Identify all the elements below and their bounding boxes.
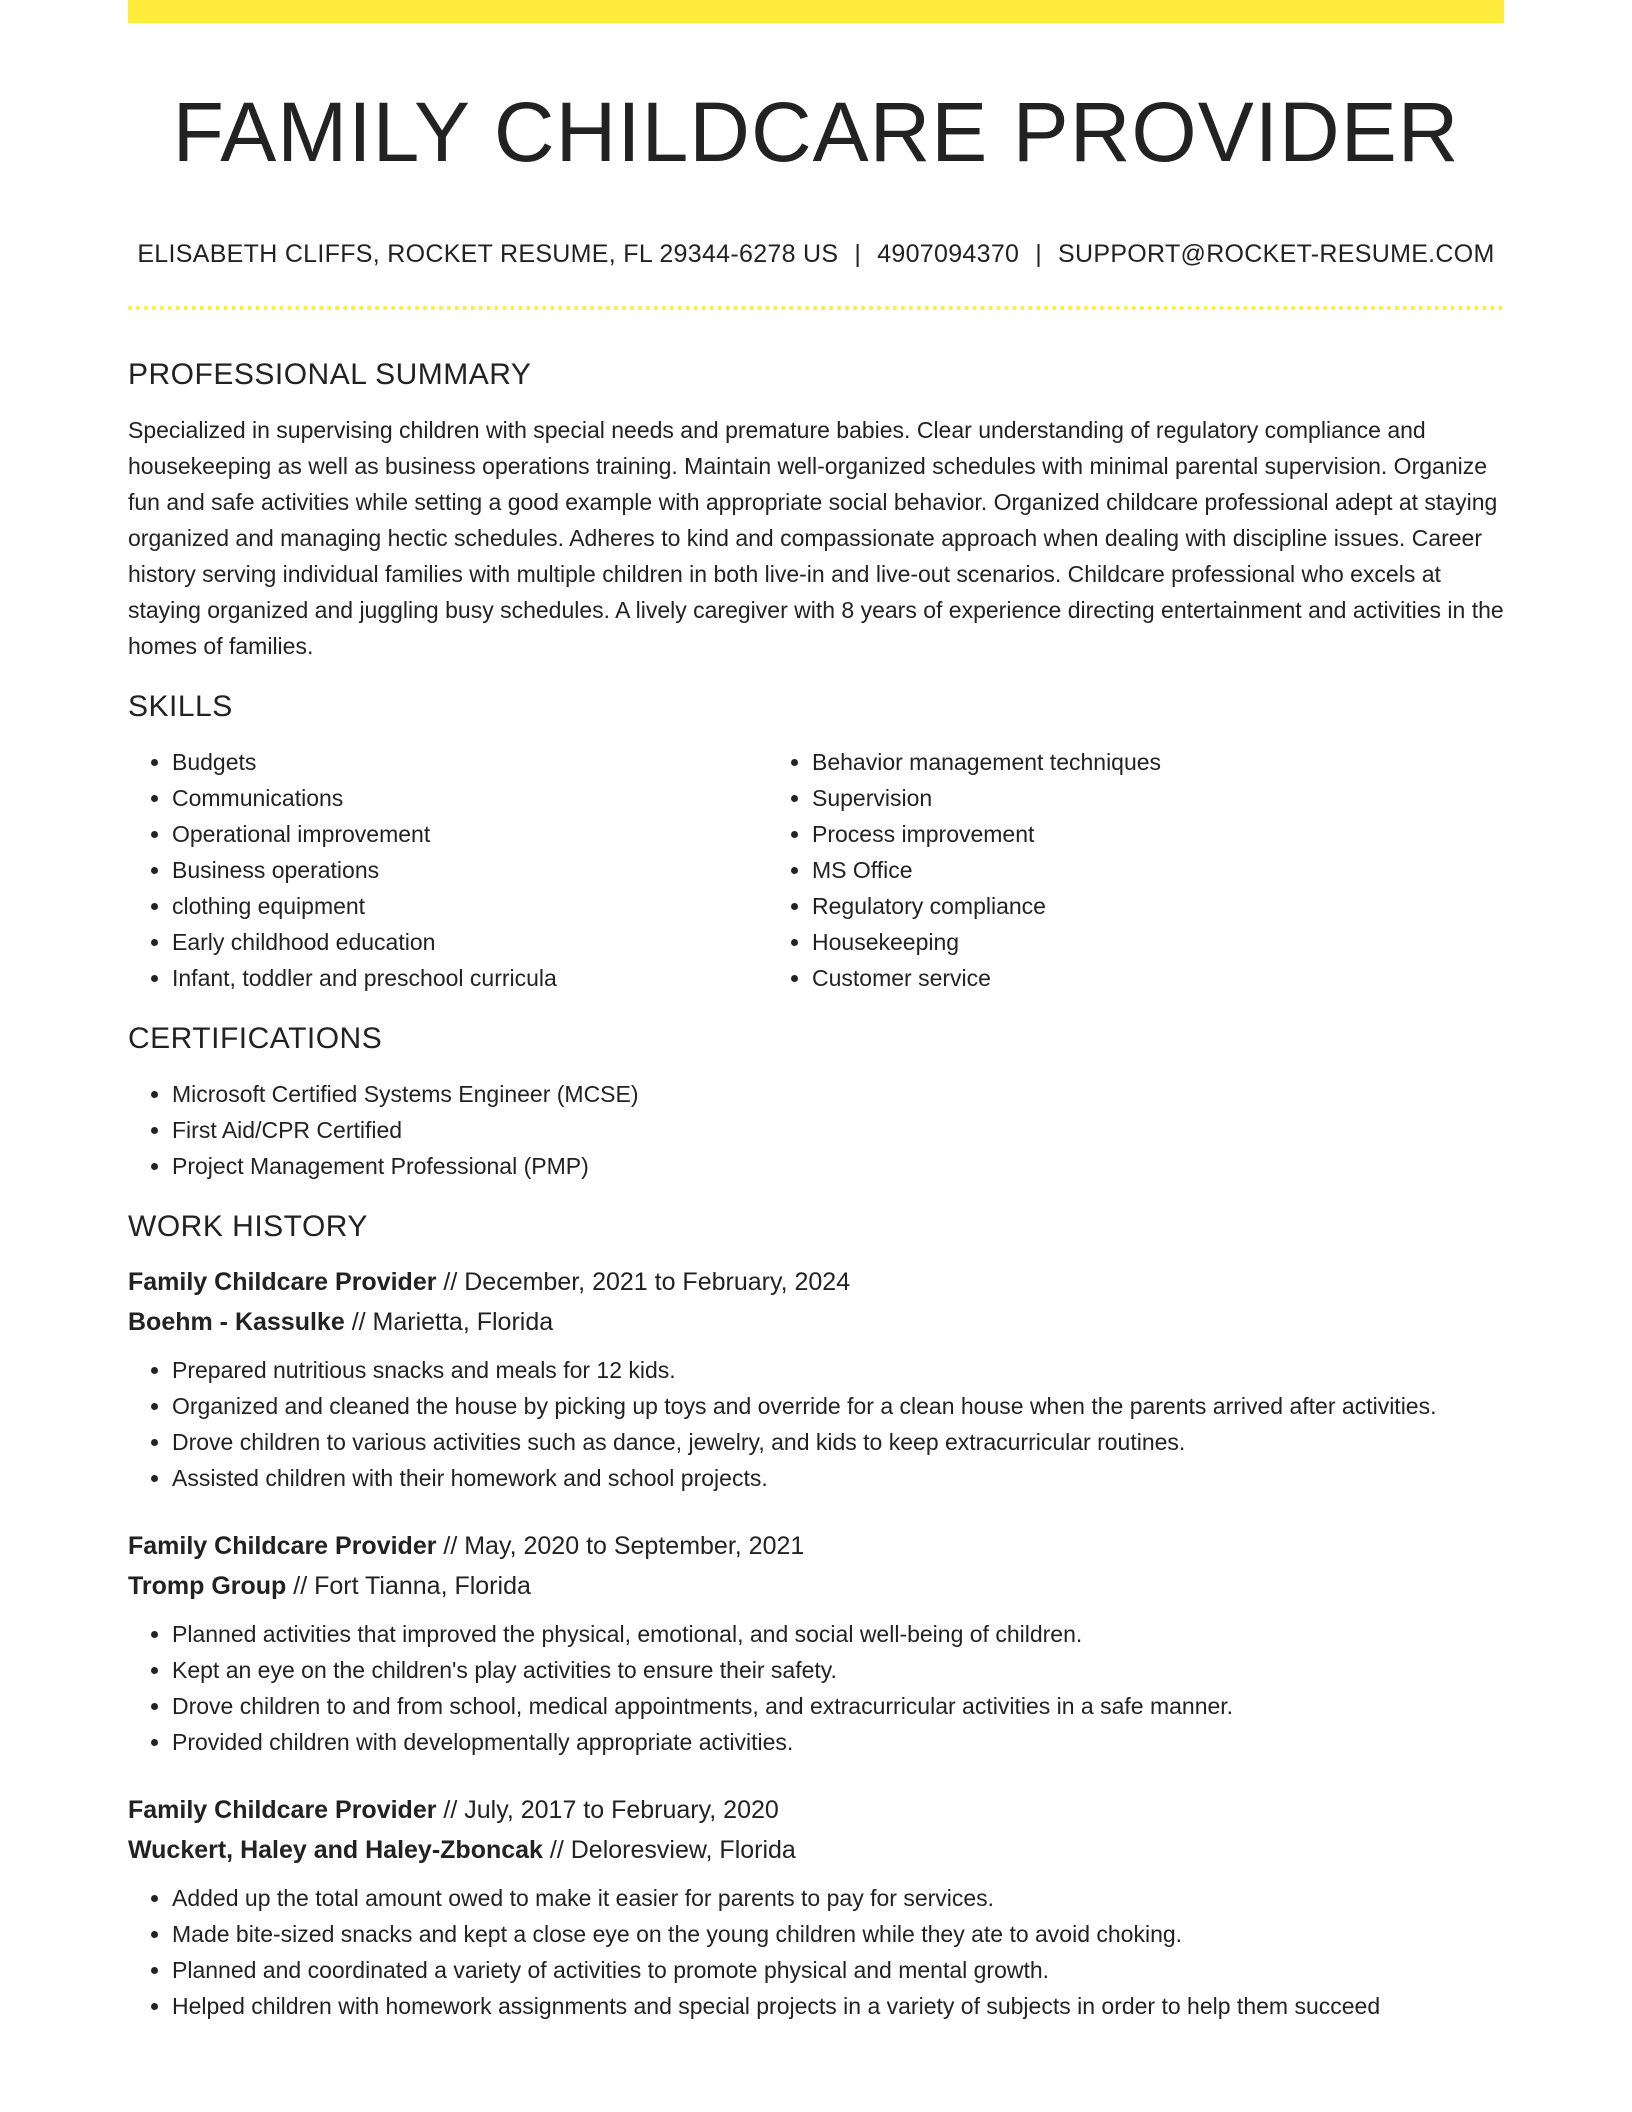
- job-bullets: [128, 1616, 1504, 1760]
- job-bullet: • Helped children with homework assignments and special projects in a variety of subjects in order to help them succeed: [172, 1988, 1504, 2024]
- skill-item: • Early childhood education: [172, 924, 762, 960]
- summary-section: [128, 350, 1504, 664]
- skill-item: • Process improvement: [812, 816, 1462, 852]
- job-bullet: • Provided children with developmentally appropriate activities.: [172, 1724, 1504, 1760]
- skills-list-right: [762, 744, 1462, 996]
- accent-top-bar: [128, 0, 1504, 23]
- skill-item: • Infant, toddler and preschool curricula: [172, 960, 762, 996]
- job-bullet: • Made bite-sized snacks and kept a close eye on the young children while they ate to avoid choking.: [172, 1916, 1504, 1952]
- job-company: Boehm - Kassulke: [128, 1308, 345, 1336]
- skills-grid: [128, 732, 1504, 996]
- job-title: Family Childcare Provider: [128, 1268, 437, 1296]
- job-bullet: • Drove children to various activities such as dance, jewelry, and kids to keep extracurricular routines.: [172, 1424, 1504, 1460]
- job-company-line: [128, 1566, 1504, 1606]
- summary-heading: PROFESSIONAL SUMMARY: [128, 358, 532, 391]
- job-title: Family Childcare Provider: [128, 1532, 437, 1560]
- summary-text: Specialized in supervising children with special needs and premature babies. Clear understanding of regulatory compliance and housekeeping as well as business operations training. Maintain well-organized schedules with minimal parental supervision. Organize fun and safe activities while setting a good example with appropriate social behavior. Organized childcare professional adept at staying organized and managing hectic schedules. Adheres to kind and compassionate approach when dealing with discipline issues. Career history serving individual families with multiple children in both live-in and live-out scenarios. Childcare professional who excels at staying organized and juggling busy schedules. A lively caregiver with 8 years of experience directing entertainment and activities in the homes of families.: [128, 417, 1504, 659]
- skill-item: • Customer service: [812, 960, 1462, 996]
- skill-item: • Behavior management techniques: [812, 744, 1462, 780]
- skill-item: • Budgets: [172, 744, 762, 780]
- job-location: // Deloresview, Florida: [542, 1836, 796, 1864]
- skill-item: • Communications: [172, 780, 762, 816]
- job-bullets: [128, 1352, 1504, 1496]
- job-bullet: • Kept an eye on the children's play activities to ensure their safety.: [172, 1652, 1504, 1688]
- resume-title: FAMILY CHILDCARE PROVIDER: [172, 85, 1460, 179]
- job-bullet: • Assisted children with their homework and school projects.: [172, 1460, 1504, 1496]
- certification-item: • Microsoft Certified Systems Engineer (MCSE): [172, 1076, 1504, 1112]
- certifications-list: [128, 1076, 1504, 1184]
- skill-item: • Regulatory compliance: [812, 888, 1462, 924]
- job-location: // Fort Tianna, Florida: [286, 1572, 531, 1600]
- skill-item: • Business operations: [172, 852, 762, 888]
- dotted-divider: [128, 306, 1504, 310]
- skill-item: • Housekeeping: [812, 924, 1462, 960]
- work-history-heading: WORK HISTORY: [128, 1210, 368, 1243]
- job-title: Family Childcare Provider: [128, 1796, 437, 1824]
- job-company-line: [128, 1830, 1504, 1870]
- contact-separator: |: [854, 240, 862, 268]
- contact-address: ELISABETH CLIFFS, ROCKET RESUME, FL 29344-6278 US: [137, 240, 839, 268]
- job-entry: [128, 1790, 1504, 2024]
- job-bullet: • Prepared nutritious snacks and meals for 12 kids.: [172, 1352, 1504, 1388]
- job-dates: // July, 2017 to February, 2020: [436, 1796, 779, 1824]
- job-company: Tromp Group: [128, 1572, 287, 1600]
- job-dates: // May, 2020 to September, 2021: [436, 1532, 805, 1560]
- certification-item: • Project Management Professional (PMP): [172, 1148, 1504, 1184]
- skill-item: • clothing equipment: [172, 888, 762, 924]
- resume-body: [128, 350, 1504, 2024]
- job-location: // Marietta, Florida: [344, 1308, 554, 1336]
- contact-phone: 4907094370: [877, 240, 1020, 268]
- certifications-heading: CERTIFICATIONS: [128, 1022, 383, 1055]
- job-bullet: • Added up the total amount owed to make it easier for parents to pay for services.: [172, 1880, 1504, 1916]
- skill-item: • Supervision: [812, 780, 1462, 816]
- job-bullet: • Organized and cleaned the house by picking up toys and override for a clean house when the parents arrived after activities.: [172, 1388, 1504, 1424]
- job-bullets: [128, 1880, 1504, 2024]
- job-title-line: [128, 1262, 1504, 1302]
- job-bullet: • Drove children to and from school, medical appointments, and extracurricular activities in a safe manner.: [172, 1688, 1504, 1724]
- job-entry: [128, 1526, 1504, 1760]
- job-bullet: • Planned activities that improved the physical, emotional, and social well-being of children.: [172, 1616, 1504, 1652]
- skills-heading: SKILLS: [128, 690, 233, 723]
- certifications-section: [128, 1014, 1504, 1184]
- skill-item: • MS Office: [812, 852, 1462, 888]
- job-company-line: [128, 1302, 1504, 1342]
- work-history-section: [128, 1202, 1504, 2024]
- certification-item: • First Aid/CPR Certified: [172, 1112, 1504, 1148]
- job-bullet: • Planned and coordinated a variety of activities to promote physical and mental growth.: [172, 1952, 1504, 1988]
- skills-list-left: [128, 744, 762, 996]
- contact-separator: |: [1035, 240, 1043, 268]
- job-title-line: [128, 1790, 1504, 1830]
- contact-email: SUPPORT@ROCKET-RESUME.COM: [1058, 240, 1495, 268]
- job-company: Wuckert, Haley and Haley-Zboncak: [128, 1836, 543, 1864]
- skill-item: • Operational improvement: [172, 816, 762, 852]
- job-title-line: [128, 1526, 1504, 1566]
- skills-section: [128, 682, 1504, 996]
- job-entry: [128, 1262, 1504, 1496]
- contact-line: [128, 236, 1504, 272]
- job-dates: // December, 2021 to February, 2024: [436, 1268, 851, 1296]
